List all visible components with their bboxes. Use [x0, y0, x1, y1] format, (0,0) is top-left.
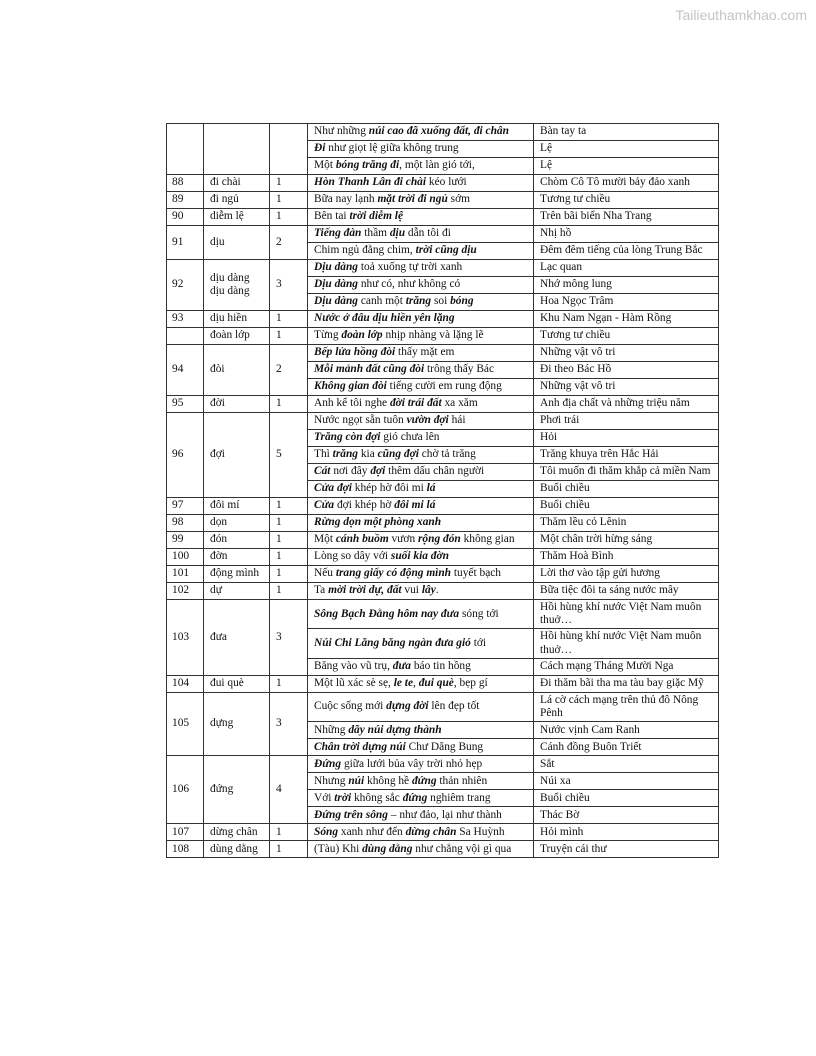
cell-verse [308, 807, 534, 824]
cell-word [204, 124, 270, 175]
cell-count: 1 [270, 192, 308, 209]
table-row [167, 192, 719, 209]
cell-verse [308, 722, 534, 739]
cell-count: 1 [270, 209, 308, 226]
emphasis-text: cũng đợi [377, 448, 419, 461]
cell-word: dùng dằng [204, 841, 270, 858]
cell-word: dựng [204, 692, 270, 755]
plain-text: nơi đây [330, 465, 371, 478]
plain-text: – như đảo, lại như thành [387, 808, 502, 821]
emphasis-text: dựng đời [386, 700, 429, 713]
cell-count: 1 [270, 566, 308, 583]
table-row [167, 209, 719, 226]
plain-text: trông thấy Bác [424, 363, 495, 376]
emphasis-text: trời diễm lệ [349, 210, 404, 223]
plain-text: không sắc [351, 791, 403, 804]
plain-text: tuyết bạch [451, 567, 502, 580]
cell-poem-title: Anh địa chất và những triệu năm [534, 396, 719, 413]
plain-text: thêm dấu chân người [385, 465, 485, 478]
table-row [167, 841, 719, 858]
cell-number: 101 [167, 566, 204, 583]
cell-word: dừng chân [204, 824, 270, 841]
plain-text: Một lũ xác sè sẹ, [314, 677, 394, 690]
cell-verse [308, 692, 534, 721]
plain-text: Ta [314, 584, 329, 597]
cell-number: 104 [167, 675, 204, 692]
emphasis-text: Mỗi mảnh đất cũng đòi [314, 363, 425, 376]
emphasis-text: đưa [392, 660, 411, 673]
cell-number: 95 [167, 396, 204, 413]
plain-text: Chim ngủ đằng chim, [314, 244, 416, 257]
table-row [167, 756, 719, 773]
emphasis-text: bóng trăng đi [335, 159, 400, 172]
cell-verse [308, 311, 534, 328]
emphasis-text: Sóng [314, 825, 339, 838]
emphasis-text: đời trái đất [389, 397, 442, 410]
table-row [167, 226, 719, 243]
plain-text: vươn [388, 533, 418, 546]
cell-poem-title: Cách mạng Tháng Mười Nga [534, 658, 719, 675]
cell-verse [308, 430, 534, 447]
cell-number: 100 [167, 549, 204, 566]
cell-poem-title: Buổi chiều [534, 790, 719, 807]
plain-text: nhịp nhàng và lặng lẽ [382, 329, 484, 342]
emphasis-text: trăng [332, 448, 358, 461]
cell-verse [308, 824, 534, 841]
cell-number: 91 [167, 226, 204, 260]
plain-text: vui [401, 584, 422, 597]
cell-poem-title: Hoa Ngọc Trâm [534, 294, 719, 311]
emphasis-text: Cửa đợi [314, 482, 352, 495]
cell-poem-title: Nhớ mông lung [534, 277, 719, 294]
emphasis-text: Dịu dàng [314, 261, 358, 274]
cell-word: đi chài [204, 175, 270, 192]
emphasis-text: đoàn lớp [341, 329, 383, 342]
table-row [167, 396, 719, 413]
cell-count: 3 [270, 260, 308, 311]
plain-text: đợi khép hờ [334, 499, 395, 512]
cell-count: 5 [270, 413, 308, 498]
cell-number [167, 328, 204, 345]
cell-verse [308, 549, 534, 566]
emphasis-text: le te [393, 677, 414, 690]
emphasis-text: Trăng còn đợi [314, 431, 381, 444]
cell-verse [308, 583, 534, 600]
cell-verse [308, 756, 534, 773]
cell-verse [308, 328, 534, 345]
cell-verse [308, 739, 534, 756]
plain-text: nghiêm trang [427, 791, 491, 804]
plain-text: thầm [361, 227, 390, 240]
emphasis-text: đui què [418, 677, 454, 690]
cell-poem-title: Nước vịnh Cam Ranh [534, 722, 719, 739]
plain-text: (Tàu) Khi [314, 842, 363, 855]
cell-verse [308, 566, 534, 583]
table-row [167, 311, 719, 328]
emphasis-text: Rừng dọn một phòng xanh [314, 516, 442, 529]
cell-word: đoàn lớp [204, 328, 270, 345]
cell-verse [308, 515, 534, 532]
plain-text: báo tin hồng [411, 660, 471, 673]
cell-poem-title: Buổi chiều [534, 498, 719, 515]
plain-text: sóng tới [459, 607, 499, 620]
emphasis-text: Sông Bạch Đằng hôm nay đưa [314, 607, 460, 620]
cell-poem-title: Đi theo Bác Hồ [534, 362, 719, 379]
cell-count: 3 [270, 600, 308, 676]
cell-poem-title: Sắt [534, 756, 719, 773]
cell-poem-title: Đi thăm bãi tha ma tàu bay giặc Mỹ [534, 675, 719, 692]
plain-text: Nhưng [314, 774, 349, 787]
cell-poem-title: Hồi hùng khí nước Việt Nam muôn thuở… [534, 629, 719, 658]
word-table [166, 123, 719, 858]
table-row [167, 175, 719, 192]
cell-poem-title: Nhị hồ [534, 226, 719, 243]
cell-count: 1 [270, 824, 308, 841]
table-row [167, 600, 719, 629]
plain-text: kia [358, 448, 378, 461]
cell-poem-title: Trăng khuya trên Hắc Hải [534, 447, 719, 464]
emphasis-text: trăng [405, 295, 432, 308]
plain-text: , một làn gió tới, [399, 159, 475, 172]
plain-text: Bữa nay lạnh [314, 193, 378, 206]
table-row [167, 260, 719, 277]
plain-text: . [435, 584, 439, 597]
plain-text: xanh như đến [338, 825, 406, 838]
cell-count: 1 [270, 532, 308, 549]
cell-count: 1 [270, 498, 308, 515]
plain-text: sớm [447, 193, 470, 206]
cell-poem-title: Hỏi mình [534, 824, 719, 841]
cell-verse [308, 600, 534, 629]
emphasis-text: trang giấy có động mình [335, 567, 452, 580]
cell-count: 1 [270, 311, 308, 328]
plain-text: Bên tai [314, 210, 350, 223]
table-row [167, 413, 719, 430]
emphasis-text: Hòn Thanh Lân đi chài [314, 176, 427, 189]
emphasis-text: Cát [314, 465, 331, 478]
cell-poem-title: Một chân trời hừng sáng [534, 532, 719, 549]
cell-word: đợi [204, 413, 270, 498]
plain-text: Sa Huỳnh [456, 825, 505, 838]
cell-word: dịu hiền [204, 311, 270, 328]
cell-poem-title: Buổi chiều [534, 481, 719, 498]
emphasis-text: đợi [370, 465, 386, 478]
cell-count [270, 124, 308, 175]
emphasis-text: đứng [402, 791, 428, 804]
cell-number: 103 [167, 600, 204, 676]
plain-text: Những [314, 723, 349, 736]
cell-poem-title: Thăm Hoà Bình [534, 549, 719, 566]
cell-poem-title: Lạc quan [534, 260, 719, 277]
emphasis-text: vườn đợi [406, 414, 449, 427]
cell-verse [308, 175, 534, 192]
plain-text: thản nhiên [436, 774, 488, 787]
plain-text: Anh kể tôi nghe [314, 397, 390, 410]
cell-verse [308, 124, 534, 141]
emphasis-text: cánh buồm [335, 533, 389, 546]
cell-number: 89 [167, 192, 204, 209]
cell-count: 1 [270, 515, 308, 532]
plain-text: như giọt lệ giữa không trung [325, 142, 459, 155]
plain-text: toả xuống tự trời xanh [358, 261, 463, 274]
cell-verse [308, 658, 534, 675]
emphasis-text: dùng dằng [362, 842, 413, 855]
cell-count: 1 [270, 396, 308, 413]
table-row [167, 583, 719, 600]
emphasis-text: bóng [450, 295, 474, 308]
plain-text: tiếng cười em rung động [386, 380, 502, 393]
cell-word: đi ngủ [204, 192, 270, 209]
cell-verse [308, 841, 534, 858]
plain-text: không gian [460, 533, 515, 546]
table-row [167, 532, 719, 549]
emphasis-text: Tiếng đàn [314, 227, 362, 240]
plain-text: không hề [364, 774, 412, 787]
cell-poem-title: Đêm đêm tiếng của lòng Trung Bắc [534, 243, 719, 260]
table-row [167, 692, 719, 721]
cell-count: 2 [270, 345, 308, 396]
emphasis-text: dãy núi dựng thành [348, 723, 442, 736]
cell-count: 1 [270, 549, 308, 566]
cell-count: 3 [270, 692, 308, 755]
emphasis-text: núi [348, 774, 365, 787]
table-row [167, 675, 719, 692]
plain-text: tới [470, 637, 487, 649]
emphasis-text: mời trời dự, đất [328, 584, 402, 597]
cell-verse [308, 192, 534, 209]
table-row [167, 498, 719, 515]
cell-verse [308, 277, 534, 294]
cell-count: 1 [270, 841, 308, 858]
emphasis-text: Dịu dàng [314, 295, 358, 308]
cell-word: đứng [204, 756, 270, 824]
plain-text: Một [314, 159, 336, 172]
cell-count: 1 [270, 675, 308, 692]
cell-poem-title: Tôi muốn đi thăm khắp cả miền Nam [534, 464, 719, 481]
cell-poem-title: Trên bãi biển Nha Trang [534, 209, 719, 226]
cell-verse [308, 675, 534, 692]
cell-verse [308, 294, 534, 311]
plain-text: Một [314, 533, 336, 546]
cell-verse [308, 464, 534, 481]
plain-text: khép hờ đôi mi [351, 482, 427, 495]
plain-text: Nếu [314, 567, 336, 580]
cell-verse [308, 790, 534, 807]
cell-poem-title: Những vật vô tri [534, 345, 719, 362]
cell-count: 1 [270, 583, 308, 600]
emphasis-text: trời [334, 791, 352, 804]
emphasis-text: mặt trời đi ngủ [377, 193, 448, 206]
cell-count: 1 [270, 328, 308, 345]
cell-word: đưa [204, 600, 270, 676]
emphasis-text: Núi Chi Lăng băng ngàn đưa gió [314, 637, 471, 649]
cell-verse [308, 243, 534, 260]
cell-poem-title: Hỏi [534, 430, 719, 447]
plain-text: , [413, 677, 419, 690]
table-row [167, 549, 719, 566]
table-body [167, 124, 719, 858]
plain-text: canh một [358, 295, 406, 308]
cell-number: 106 [167, 756, 204, 824]
cell-word: đời [204, 396, 270, 413]
cell-word: diễm lệ [204, 209, 270, 226]
cell-number: 88 [167, 175, 204, 192]
cell-poem-title: Lời thơ vào tập gửi hương [534, 566, 719, 583]
plain-text: thấy mặt em [395, 346, 455, 359]
plain-text: Chư Dăng Bung [405, 740, 484, 753]
cell-poem-title: Tương tư chiều [534, 192, 719, 209]
emphasis-text: Bếp lửa hồng đòi [314, 346, 396, 359]
emphasis-text: Đứng trên sông [314, 808, 388, 821]
cell-number: 97 [167, 498, 204, 515]
emphasis-text: Cửa [314, 499, 335, 512]
cell-poem-title: Lá cờ cách mạng trên thủ đô Nông Pênh [534, 692, 719, 721]
emphasis-text: Nước ở đâu dịu hiền yên lặng [314, 312, 455, 325]
emphasis-text: lá [426, 482, 436, 495]
plain-text: giữa lưới bủa vây trời nhỏ hẹp [341, 757, 483, 770]
emphasis-text: Đứng [314, 757, 342, 770]
cell-number: 94 [167, 345, 204, 396]
cell-verse [308, 209, 534, 226]
cell-word: dịu [204, 226, 270, 260]
cell-number: 105 [167, 692, 204, 755]
emphasis-text: núi cao đã xuống đất, đi chân [368, 125, 509, 138]
plain-text: chờ tả trăng [418, 448, 476, 461]
cell-number: 92 [167, 260, 204, 311]
emphasis-text: trời cũng dịu [415, 244, 477, 257]
cell-verse [308, 629, 534, 658]
cell-poem-title: Cánh đồng Buôn Triết [534, 739, 719, 756]
cell-word: đôi mí [204, 498, 270, 515]
plain-text: như có, như không có [358, 278, 461, 291]
cell-verse [308, 362, 534, 379]
cell-word: đón [204, 532, 270, 549]
cell-poem-title: Khu Nam Ngạn - Hàm Rồng [534, 311, 719, 328]
plain-text: soi [431, 295, 451, 308]
cell-poem-title: Hồi hùng khí nước Việt Nam muôn thuở… [534, 600, 719, 629]
cell-poem-title: Thăm lều cỏ Lênin [534, 515, 719, 532]
emphasis-text: Chân trời dựng núi [314, 740, 406, 753]
cell-poem-title: Bữa tiệc đôi ta sáng nước mây [534, 583, 719, 600]
table-row [167, 566, 719, 583]
cell-verse [308, 260, 534, 277]
plain-text: Nước ngọt sẵn tuôn [314, 414, 407, 427]
cell-poem-title: Những vật vô tri [534, 379, 719, 396]
cell-word: dọn [204, 515, 270, 532]
plain-text: Cuộc sống mới [314, 700, 387, 713]
table-row [167, 515, 719, 532]
cell-number [167, 124, 204, 175]
plain-text: Lòng so dây với [314, 550, 391, 563]
cell-word: đòi [204, 345, 270, 396]
table-row [167, 345, 719, 362]
cell-verse [308, 773, 534, 790]
plain-text: dẫn tôi đi [405, 227, 451, 240]
cell-verse [308, 481, 534, 498]
cell-poem-title: Truyện cái thư [534, 841, 719, 858]
cell-verse [308, 379, 534, 396]
plain-text: gió chưa lên [380, 431, 440, 444]
plain-text: lên đẹp tốt [428, 700, 480, 713]
cell-count: 2 [270, 226, 308, 260]
emphasis-text: Không gian đòi [314, 380, 387, 393]
cell-verse [308, 447, 534, 464]
emphasis-text: Dịu dàng [314, 278, 358, 291]
plain-text: Thì [314, 448, 333, 461]
cell-word: đờn [204, 549, 270, 566]
cell-poem-title: Núi xa [534, 773, 719, 790]
plain-text: , bẹp gí [453, 677, 488, 690]
cell-number: 108 [167, 841, 204, 858]
cell-number: 107 [167, 824, 204, 841]
emphasis-text: lây [421, 584, 436, 597]
cell-word: đui què [204, 675, 270, 692]
emphasis-text: suối kia đờn [390, 550, 449, 563]
plain-text: Với [314, 791, 335, 804]
plain-text: kéo lưới [426, 176, 467, 189]
cell-poem-title: Tương tư chiều [534, 328, 719, 345]
cell-number: 90 [167, 209, 204, 226]
cell-word: dịu dàng dịu dàng [204, 260, 270, 311]
table-row [167, 824, 719, 841]
cell-poem-title: Phơi trái [534, 413, 719, 430]
emphasis-text: dừng chân [405, 825, 457, 838]
emphasis-text: đôi mi lá [394, 499, 436, 512]
cell-number: 93 [167, 311, 204, 328]
cell-verse [308, 413, 534, 430]
cell-word: dự [204, 583, 270, 600]
cell-poem-title: Bàn tay ta [534, 124, 719, 141]
cell-poem-title: Thác Bờ [534, 807, 719, 824]
cell-verse [308, 158, 534, 175]
cell-number: 99 [167, 532, 204, 549]
cell-count: 4 [270, 756, 308, 824]
plain-text: như chẳng vội gì qua [412, 842, 512, 855]
emphasis-text: Đi [314, 142, 326, 155]
cell-verse [308, 532, 534, 549]
cell-number: 102 [167, 583, 204, 600]
cell-verse [308, 141, 534, 158]
watermark: Tailieuthamkhao.com [675, 7, 807, 23]
plain-text: Băng vào vũ trụ, [314, 660, 393, 673]
cell-verse [308, 345, 534, 362]
plain-text: Từng [314, 329, 342, 342]
cell-verse [308, 226, 534, 243]
cell-number: 98 [167, 515, 204, 532]
table-row [167, 328, 719, 345]
cell-poem-title: Lệ [534, 141, 719, 158]
cell-word: động mình [204, 566, 270, 583]
table-row [167, 124, 719, 141]
cell-number: 96 [167, 413, 204, 498]
plain-text: hái [448, 414, 466, 427]
emphasis-text: đứng [411, 774, 437, 787]
cell-poem-title: Lệ [534, 158, 719, 175]
cell-count: 1 [270, 175, 308, 192]
emphasis-text: dịu [389, 227, 406, 240]
cell-poem-title: Chòm Cô Tô mười bảy đảo xanh [534, 175, 719, 192]
cell-verse [308, 498, 534, 515]
plain-text: xa xăm [441, 397, 478, 410]
cell-verse [308, 396, 534, 413]
plain-text: Như những [314, 125, 369, 138]
emphasis-text: rộng đón [418, 533, 461, 546]
